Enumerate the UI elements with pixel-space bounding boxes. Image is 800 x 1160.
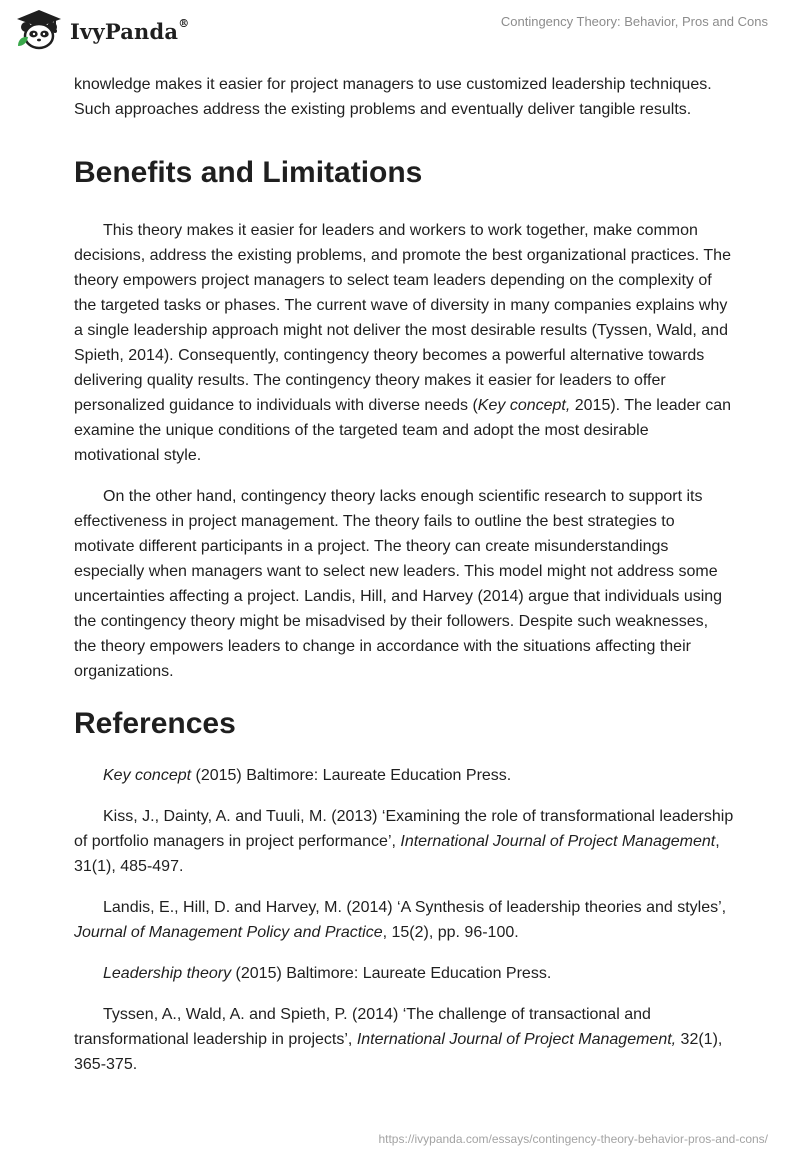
references-heading: References	[74, 707, 236, 740]
references-list	[74, 763, 734, 1077]
benefits-paragraph-2: On the other hand, contingency theory lacks enough scientific research to support its effectiveness in project management. The theory fails to outline the best strategies to motivate different participants in a project. The theory can create misunderstandings especially when managers want to select new leaders. This model might not address some uncertainties affecting a project. Landis, Hill, and Harvey (2014) argue that individuals using the contingency theory might be misadvised by their followers. Despite such weaknesses, the theory empowers leaders to change in accordance with the situations affecting their organizations.	[74, 488, 723, 680]
ivypanda-logo[interactable]	[14, 8, 189, 52]
benefits-heading: Benefits and Limitations	[74, 156, 423, 189]
page-header	[0, 0, 800, 70]
document-title: Contingency Theory: Behavior, Pros and Cons	[500, 14, 768, 29]
intro-paragraph: knowledge makes it easier for project managers to use customized leadership techniques. Such approaches address the existing problems and eventually deliver tangible results.	[74, 76, 712, 118]
source-url-link[interactable]: https://ivypanda.com/essays/contingency-theory-behavior-pros-and-cons/	[378, 1132, 768, 1146]
benefits-paragraph-1: This theory makes it easier for leaders and workers to work together, make common decisions, address the existing problems, and promote the best organizational practices. The theory empowers project managers to select team leaders depending on the complexity of the targeted tasks or phases. The current wave of diversity in many companies explains why a single leadership approach might not deliver the most desirable results (Tyssen, Wald, and Spieth, 2014). Consequently, contingency theory becomes a powerful alternative towards delivering quality results. The contingency theory makes it easier for leaders to offer personalized guidance to individuals with diverse needs (Key concept, 2015). The leader can examine the unique conditions of the targeted team and adopt the most desirable motivational style.	[74, 222, 731, 464]
panda-graduate-icon	[14, 8, 64, 52]
reference-item: Kiss, J., Dainty, A. and Tuuli, M. (2013) ‘Examining the role of transformational leadership of portfolio managers in project performance’, International Journal of Project Management, 31(1), 485-497.	[74, 808, 734, 875]
logo-text: IvyPanda®	[70, 16, 190, 44]
reference-item: Leadership theory (2015) Baltimore: Laureate Education Press.	[103, 965, 552, 982]
reference-item: Landis, E., Hill, D. and Harvey, M. (2014) ‘A Synthesis of leadership theories and styles’, Journal of Management Policy and Practice, 15(2), pp. 96-100.	[74, 899, 727, 941]
reference-item: Tyssen, A., Wald, A. and Spieth, P. (2014) ‘The challenge of transactional and transformational leadership in projects’, International Journal of Project Management, 32(1), 365-375.	[74, 1006, 723, 1073]
document-body	[74, 72, 734, 1077]
reference-item: Key concept (2015) Baltimore: Laureate Education Press.	[103, 767, 512, 784]
